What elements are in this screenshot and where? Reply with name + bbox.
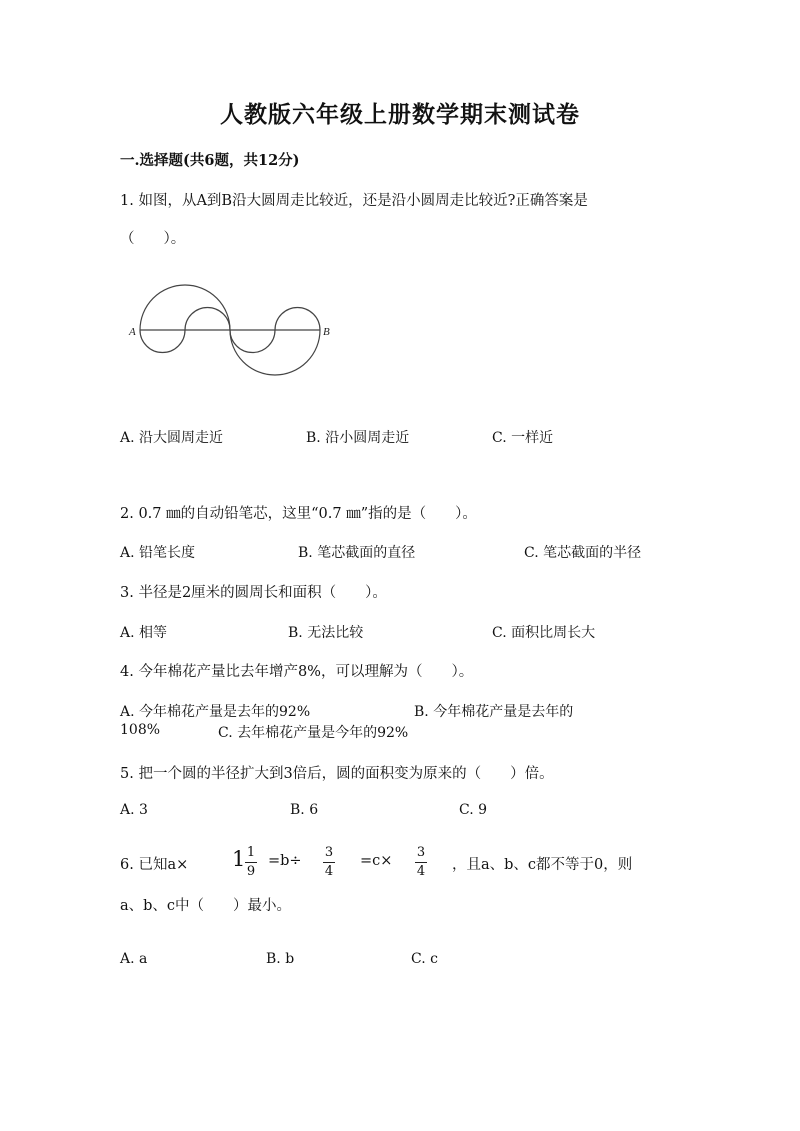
question-6-option-a[interactable]: A. a (120, 951, 148, 967)
section-heading: 一.选择题(共6题，共12分) (120, 152, 300, 169)
question-1-option-a[interactable]: A. 沿大圆周走近 (120, 430, 224, 446)
mixed-number-fraction (245, 846, 257, 879)
question-4-option-c[interactable]: C. 去年棉花产量是今年的92% (218, 725, 409, 741)
fraction-bar (245, 862, 257, 863)
question-1-option-c[interactable]: C. 一样近 (492, 430, 554, 446)
question-6-text-part4: ，且a、b、c都不等于0，则 (452, 857, 633, 873)
question-4-text: 4. 今年棉花产量比去年增产8%，可以理解为（ ）。 (120, 664, 474, 680)
fraction-three-quarters-1 (323, 846, 335, 879)
question-4-option-b-cont[interactable]: 108% (120, 722, 161, 738)
question-1-text-cont: （ ）。 (120, 231, 186, 247)
fraction-denominator: 4 (324, 864, 334, 879)
fraction-three-quarters-2 (415, 846, 427, 879)
question-1-option-b[interactable]: B. 沿小圆周走近 (306, 430, 410, 446)
question-6-option-b[interactable]: B. b (266, 951, 295, 967)
question-2-option-b[interactable]: B. 笔芯截面的直径 (298, 545, 416, 561)
question-6-text-part2: =b÷ (268, 853, 302, 869)
question-5-text: 5. 把一个圆的半径扩大到3倍后，圆的面积变为原来的（ ）倍。 (120, 766, 554, 782)
fraction-numerator: 3 (324, 845, 334, 860)
question-4-option-b[interactable]: B. 今年棉花产量是去年的 (414, 704, 574, 720)
question-6-text-part3: =c× (360, 853, 393, 869)
question-5-option-a[interactable]: A. 3 (120, 802, 148, 818)
question-1-text: 1. 如图，从A到B沿大圆周走比较近，还是沿小圆周走比较近?正确答案是 (120, 193, 588, 209)
question-3-option-a[interactable]: A. 相等 (120, 625, 168, 641)
fraction-numerator: 3 (416, 845, 426, 860)
question-3-option-b[interactable]: B. 无法比较 (288, 625, 364, 641)
question-4-option-a[interactable]: A. 今年棉花产量是去年的92% (120, 704, 311, 720)
question-2-text: 2. 0.7 ㎜的自动铅笔芯，这里“0.7 ㎜”指的是（ ）。 (120, 506, 477, 522)
question-5-option-b[interactable]: B. 6 (290, 802, 319, 818)
fraction-denominator: 9 (246, 864, 256, 879)
question-6-text-part1: 6. 已知a× (120, 857, 189, 873)
page-title: 人教版六年级上册数学期末测试卷 (220, 101, 580, 128)
mixed-number-whole: 1 (232, 847, 246, 871)
question-2-option-c[interactable]: C. 笔芯截面的半径 (524, 545, 642, 561)
fraction-bar (415, 862, 427, 863)
figure-label-b: B (323, 326, 330, 338)
question-3-option-c[interactable]: C. 面积比周长大 (492, 625, 596, 641)
question-6-option-c[interactable]: C. c (411, 951, 438, 967)
question-6-text-cont: a、b、c中（ ）最小。 (120, 898, 292, 914)
question-1-figure (125, 278, 335, 383)
fraction-bar (323, 862, 335, 863)
fraction-numerator: 1 (246, 845, 256, 860)
question-2-option-a[interactable]: A. 铅笔长度 (120, 545, 196, 561)
question-5-option-c[interactable]: C. 9 (459, 802, 488, 818)
fraction-denominator: 4 (416, 864, 426, 879)
question-3-text: 3. 半径是2厘米的圆周长和面积（ ）。 (120, 585, 387, 601)
figure-label-a: A (129, 326, 136, 338)
